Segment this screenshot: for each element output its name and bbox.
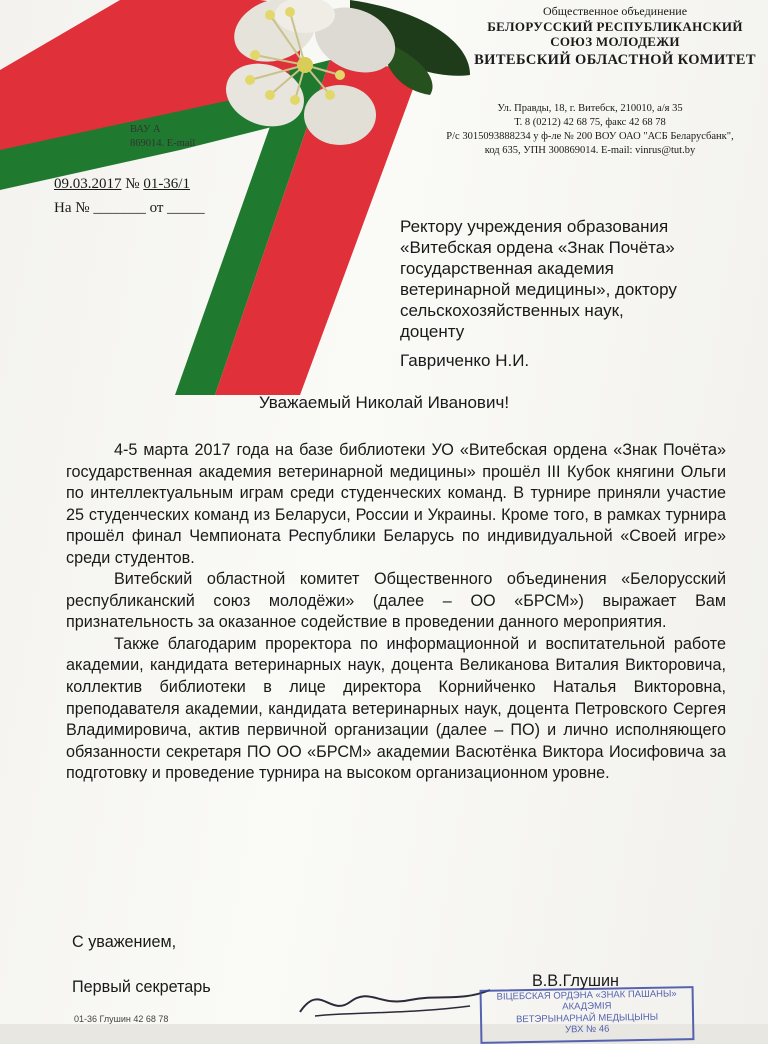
recipient-line-4: ветеринарной медицины», доктору (400, 280, 677, 300)
org-line-3: СОЮЗ МОЛОДЕЖИ (550, 34, 680, 50)
address-line-1: Ул. Правды, 18, г. Витебск, 210010, а/я 35 (497, 103, 683, 114)
recipient-block (400, 216, 750, 372)
address-left-2: 869014. E-mail (130, 137, 196, 149)
document-number (54, 176, 190, 193)
document-number-value: 01-36/1 (143, 176, 190, 192)
incoming-registration-stamp (480, 986, 695, 1044)
organization-address-russian-partial (130, 123, 195, 150)
recipient-line-1: Ректору учреждения образования (400, 217, 669, 236)
recipient-name: Гавриченко Н.И. (400, 351, 530, 371)
number-label: № (125, 176, 140, 192)
stamp-line-1: ВІЦЕБСКАЯ ОРДЭНА «ЗНАК ПАШАНЫ» АКАДЭМІЯ (496, 988, 677, 1013)
executor-footnote: 01-36 Глушин 42 68 78 (74, 1014, 169, 1024)
recipient-line-5: сельскохозяйственных наук, (400, 301, 624, 321)
org-line-2: БЕЛОРУССКИЙ РЕСПУБЛИКАНСКИЙ (487, 18, 743, 34)
org-line-1: Общественное объединение (542, 4, 688, 18)
organization-address (420, 102, 760, 157)
signatory-name: В.В.Глушин (532, 972, 619, 990)
document-reference (54, 200, 205, 217)
recipient-line-6: доценту (400, 322, 465, 342)
paragraph-2: Витебский областной комитет Общественного объединения «Белорусский республиканский союз молодёжи» (далее – ОО «БРСМ») выражает Вам признательность за оказанное содействие в проведении данного мероприятия. (66, 570, 726, 632)
letter-body (66, 440, 726, 785)
address-line-4: код 635, УПН 300869014. E-mail: vinrus@tut.by (484, 144, 696, 156)
ref-label: На № (54, 200, 90, 216)
address-line-2: Т. 8 (0212) 42 68 75, факс 42 68 78 (514, 116, 666, 128)
ref-blank: _______ (93, 200, 146, 216)
address-left-1: ВАУ А (130, 124, 161, 135)
document-date: 09.03.2017 (54, 176, 122, 192)
org-line-4: ВИТЕБСКИЙ ОБЛАСТНОЙ КОМИТЕТ (474, 52, 756, 69)
paragraph-1: 4-5 марта 2017 года на базе библиотеки УО «Витебская ордена «Знак Почёта» государственная академия ветеринарной медицины» прошёл III Кубок княгини Ольги по интеллектуальным играм среди студенческих команд. В турнире приняли участие 25 студенческих команд из Беларуси, России и Украины. Кроме того, в рамках турнира прошёл финал Чемпионата Республики Беларусь по индивидуальной «Своей игре» среди студентов. (66, 441, 726, 567)
recipient-line-2: «Витебская ордена «Знак Почёта» (400, 238, 675, 258)
paragraph-3: Также благодарим проректора по информационной и воспитательной работе академии, кандидата ветеринарных наук, доцента Великанова Виталия Викторовича, коллектив библиотеки в лице директора Корнийченко Наталья Викторовна, преподавателя академии, кандидата ветеринарных наук, доцента Петровского Сергея Владимировича, актив первичной организации (далее – ПО) и лично исполняющего обязанности секретаря ПО ОО «БРСМ» академии Васютёнка Виктора Иосифовича за подготовку и проведение турнира на высоком организационном уровне. (66, 634, 726, 783)
from-label: от (149, 200, 164, 216)
stamp-line-2: ВЕТЭРЫНАРНАЙ МЕДЫЦЫНЫ (515, 1011, 659, 1026)
from-blank: _____ (167, 200, 205, 216)
organization-header (470, 4, 760, 70)
salutation: Уважаемый Николай Иванович! (258, 393, 510, 412)
signatory-position: Первый секретарь (72, 978, 211, 996)
address-line-3: Р/с 3015093888234 у ф-ле № 200 ВОУ ОАО "АСБ Беларусбанк", (446, 130, 734, 142)
stamp-line-3: УВХ № 46 (564, 1023, 610, 1036)
handwritten-signature (290, 972, 510, 1024)
recipient-line-3: государственная академия (400, 259, 614, 279)
closing: С уважением, (72, 933, 177, 951)
